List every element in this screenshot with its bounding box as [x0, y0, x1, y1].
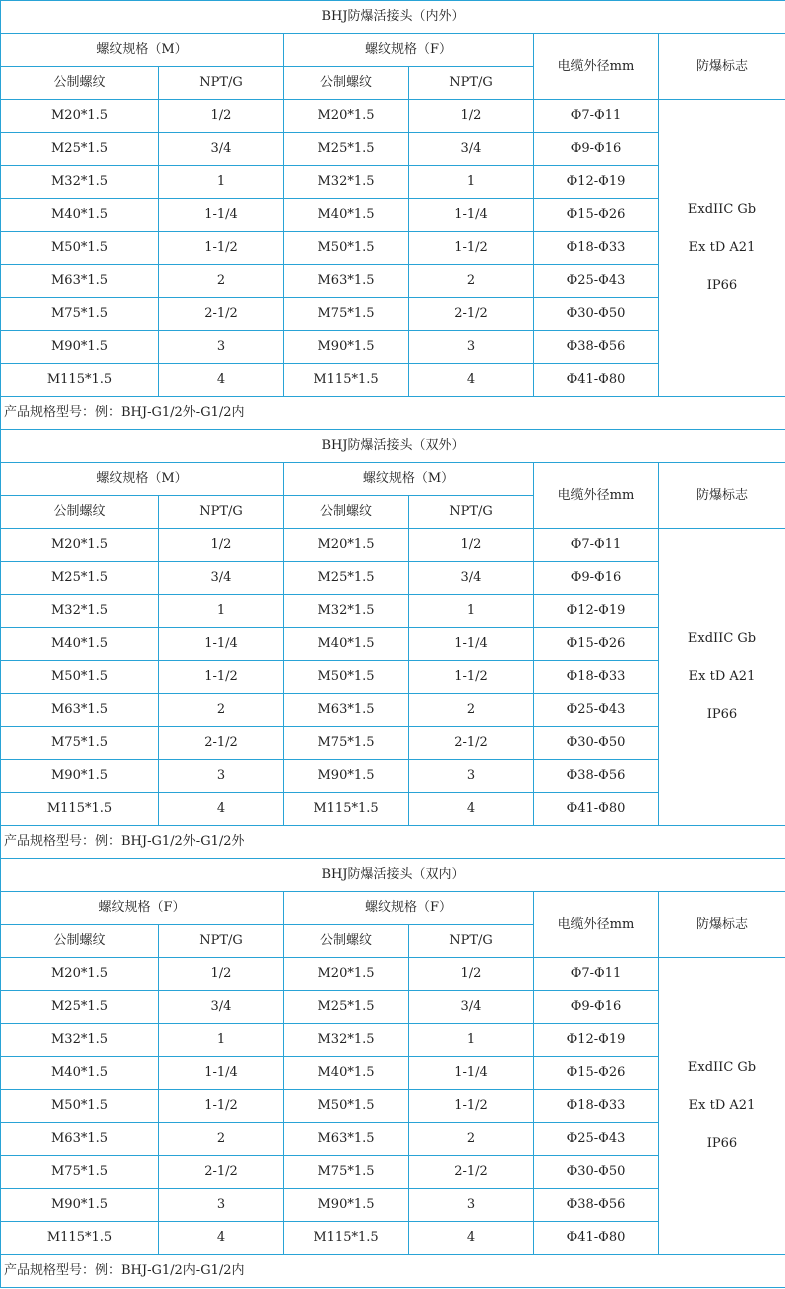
section-title-row — [1, 430, 785, 463]
npt-g-cell: 2-1/2 — [409, 1156, 534, 1189]
metric-thread-cell: M90*1.5 — [284, 1189, 409, 1222]
group-header-left: 螺纹规格（M） — [1, 34, 284, 67]
metric-thread-cell: M25*1.5 — [1, 133, 159, 166]
metric-thread-cell: M63*1.5 — [1, 694, 159, 727]
table-row — [1, 100, 785, 133]
cable-diameter-cell: Φ12-Φ19 — [534, 595, 659, 628]
model-example-note: 产品规格型号：例：BHJ-G1/2内-G1/2内 — [1, 1255, 785, 1288]
npt-g-cell: 3 — [409, 760, 534, 793]
metric-thread-cell: M50*1.5 — [1, 232, 159, 265]
metric-thread-cell: M115*1.5 — [1, 793, 159, 826]
metric-thread-cell: M90*1.5 — [1, 1189, 159, 1222]
group-header-row — [1, 463, 785, 496]
npt-g-cell: 3/4 — [409, 562, 534, 595]
metric-thread-cell: M25*1.5 — [1, 562, 159, 595]
npt-g-cell: 1 — [409, 595, 534, 628]
model-note-row — [1, 1255, 785, 1288]
npt-g-cell: 4 — [159, 793, 284, 826]
npt-g-cell: 1 — [409, 1024, 534, 1057]
metric-thread-header: 公制螺纹 — [284, 496, 409, 529]
cable-diameter-cell: Φ41-Φ80 — [534, 364, 659, 397]
metric-thread-cell: M32*1.5 — [284, 1024, 409, 1057]
cable-diameter-cell: Φ9-Φ16 — [534, 133, 659, 166]
cable-diameter-cell: Φ38-Φ56 — [534, 760, 659, 793]
model-example-note: 产品规格型号：例：BHJ-G1/2外-G1/2内 — [1, 397, 785, 430]
metric-thread-header: 公制螺纹 — [1, 67, 159, 100]
npt-g-cell: 1-1/2 — [159, 232, 284, 265]
cable-diameter-cell: Φ12-Φ19 — [534, 1024, 659, 1057]
npt-g-cell: 2 — [409, 265, 534, 298]
npt-g-cell: 1-1/4 — [409, 199, 534, 232]
npt-g-cell: 1 — [409, 166, 534, 199]
cable-diameter-cell: Φ7-Φ11 — [534, 958, 659, 991]
explosion-mark-header: 防爆标志 — [659, 463, 785, 529]
metric-thread-cell: M20*1.5 — [284, 100, 409, 133]
cable-diameter-cell: Φ25-Φ43 — [534, 1123, 659, 1156]
metric-thread-cell: M115*1.5 — [1, 1222, 159, 1255]
cable-diameter-cell: Φ25-Φ43 — [534, 694, 659, 727]
cable-diameter-cell: Φ30-Φ50 — [534, 1156, 659, 1189]
metric-thread-cell: M75*1.5 — [1, 1156, 159, 1189]
cable-diameter-cell: Φ12-Φ19 — [534, 166, 659, 199]
metric-thread-cell: M25*1.5 — [284, 562, 409, 595]
explosion-mark-line: Ex tD A21 — [688, 240, 756, 255]
npt-g-cell: 2 — [159, 694, 284, 727]
npt-g-cell: 3 — [409, 331, 534, 364]
npt-g-cell: 2-1/2 — [409, 298, 534, 331]
metric-thread-cell: M75*1.5 — [1, 727, 159, 760]
group-header-row — [1, 34, 785, 67]
metric-thread-cell: M50*1.5 — [284, 232, 409, 265]
metric-thread-cell: M40*1.5 — [1, 199, 159, 232]
metric-thread-cell: M115*1.5 — [1, 364, 159, 397]
npt-g-cell: 1-1/4 — [159, 628, 284, 661]
section-title: BHJ防爆活接头（双外） — [1, 430, 785, 463]
model-example-note: 产品规格型号：例：BHJ-G1/2外-G1/2外 — [1, 826, 785, 859]
npt-g-cell: 1/2 — [409, 958, 534, 991]
cable-diameter-cell: Φ18-Φ33 — [534, 232, 659, 265]
npt-g-cell: 1-1/2 — [409, 661, 534, 694]
metric-thread-cell: M115*1.5 — [284, 364, 409, 397]
cable-diameter-cell: Φ25-Φ43 — [534, 265, 659, 298]
npt-g-cell: 1-1/4 — [159, 1057, 284, 1090]
npt-g-cell: 2-1/2 — [159, 298, 284, 331]
cable-diameter-cell: Φ9-Φ16 — [534, 991, 659, 1024]
npt-g-cell: 1-1/2 — [159, 1090, 284, 1123]
npt-g-header: NPT/G — [409, 67, 534, 100]
metric-thread-cell: M20*1.5 — [1, 958, 159, 991]
metric-thread-cell: M63*1.5 — [284, 694, 409, 727]
metric-thread-cell: M50*1.5 — [284, 661, 409, 694]
explosion-mark-line: Ex tD A21 — [688, 1098, 756, 1113]
npt-g-cell: 2 — [409, 1123, 534, 1156]
metric-thread-cell: M115*1.5 — [284, 1222, 409, 1255]
explosion-mark-line: ExdIIC Gb — [687, 631, 757, 646]
npt-g-cell: 3 — [159, 760, 284, 793]
npt-g-cell: 1/2 — [409, 529, 534, 562]
cable-diameter-cell: Φ30-Φ50 — [534, 298, 659, 331]
cable-diameter-cell: Φ9-Φ16 — [534, 562, 659, 595]
npt-g-cell: 3 — [409, 1189, 534, 1222]
npt-g-cell: 2-1/2 — [159, 727, 284, 760]
cable-diameter-header: 电缆外径mm — [534, 463, 659, 529]
group-header-right: 螺纹规格（M） — [284, 463, 534, 496]
explosion-mark-header: 防爆标志 — [659, 34, 785, 100]
metric-thread-cell: M40*1.5 — [1, 1057, 159, 1090]
cable-diameter-cell: Φ7-Φ11 — [534, 529, 659, 562]
npt-g-header: NPT/G — [159, 496, 284, 529]
explosion-mark-line: ExdIIC Gb — [687, 202, 757, 217]
explosion-mark-cell — [659, 958, 785, 1255]
npt-g-cell: 4 — [409, 364, 534, 397]
npt-g-cell: 4 — [409, 793, 534, 826]
npt-g-cell: 3/4 — [159, 133, 284, 166]
explosion-mark-cell — [659, 529, 785, 826]
metric-thread-cell: M50*1.5 — [1, 1090, 159, 1123]
metric-thread-cell: M20*1.5 — [284, 529, 409, 562]
cable-diameter-cell: Φ41-Φ80 — [534, 1222, 659, 1255]
explosion-mark-line: IP66 — [706, 707, 738, 722]
npt-g-cell: 4 — [159, 1222, 284, 1255]
npt-g-cell: 1-1/2 — [409, 232, 534, 265]
cable-diameter-header: 电缆外径mm — [534, 34, 659, 100]
metric-thread-cell: M75*1.5 — [284, 727, 409, 760]
metric-thread-cell: M32*1.5 — [1, 166, 159, 199]
explosion-mark-line: ExdIIC Gb — [687, 1060, 757, 1075]
metric-thread-header: 公制螺纹 — [1, 925, 159, 958]
npt-g-cell: 1-1/4 — [409, 628, 534, 661]
metric-thread-cell: M32*1.5 — [1, 595, 159, 628]
explosion-mark-line: Ex tD A21 — [688, 669, 756, 684]
metric-thread-cell: M32*1.5 — [284, 166, 409, 199]
npt-g-cell: 3/4 — [409, 991, 534, 1024]
metric-thread-cell: M25*1.5 — [1, 991, 159, 1024]
explosion-mark-cell — [659, 100, 785, 397]
metric-thread-cell: M32*1.5 — [1, 1024, 159, 1057]
metric-thread-cell: M75*1.5 — [284, 1156, 409, 1189]
npt-g-cell: 1-1/4 — [409, 1057, 534, 1090]
metric-thread-cell: M90*1.5 — [1, 331, 159, 364]
npt-g-cell: 1/2 — [159, 100, 284, 133]
metric-thread-cell: M75*1.5 — [1, 298, 159, 331]
npt-g-header: NPT/G — [409, 925, 534, 958]
npt-g-cell: 2-1/2 — [409, 727, 534, 760]
table-row — [1, 529, 785, 562]
cable-diameter-cell: Φ7-Φ11 — [534, 100, 659, 133]
npt-g-cell: 3/4 — [159, 991, 284, 1024]
section-title-row — [1, 1, 785, 34]
npt-g-cell: 1 — [159, 1024, 284, 1057]
cable-diameter-cell: Φ18-Φ33 — [534, 1090, 659, 1123]
metric-thread-cell: M25*1.5 — [284, 133, 409, 166]
cable-diameter-cell: Φ38-Φ56 — [534, 1189, 659, 1222]
npt-g-cell: 1/2 — [159, 958, 284, 991]
table-row — [1, 958, 785, 991]
section-title-row — [1, 859, 785, 892]
metric-thread-cell: M40*1.5 — [284, 1057, 409, 1090]
cable-diameter-cell: Φ30-Φ50 — [534, 727, 659, 760]
metric-thread-cell: M90*1.5 — [1, 760, 159, 793]
model-note-row — [1, 826, 785, 859]
group-header-right: 螺纹规格（F） — [284, 34, 534, 67]
npt-g-cell: 2 — [159, 265, 284, 298]
metric-thread-cell: M63*1.5 — [284, 1123, 409, 1156]
metric-thread-header: 公制螺纹 — [284, 67, 409, 100]
section-title: BHJ防爆活接头（双内） — [1, 859, 785, 892]
metric-thread-cell: M90*1.5 — [284, 760, 409, 793]
npt-g-cell: 1 — [159, 595, 284, 628]
npt-g-cell: 3/4 — [159, 562, 284, 595]
metric-thread-cell: M20*1.5 — [1, 100, 159, 133]
section-title: BHJ防爆活接头（内外） — [1, 1, 785, 34]
metric-thread-cell: M63*1.5 — [1, 1123, 159, 1156]
npt-g-cell: 4 — [409, 1222, 534, 1255]
metric-thread-cell: M40*1.5 — [284, 628, 409, 661]
metric-thread-cell: M20*1.5 — [284, 958, 409, 991]
explosion-mark-line: IP66 — [706, 278, 738, 293]
npt-g-cell: 2 — [409, 694, 534, 727]
metric-thread-cell: M50*1.5 — [1, 661, 159, 694]
metric-thread-cell: M25*1.5 — [284, 991, 409, 1024]
metric-thread-header: 公制螺纹 — [1, 496, 159, 529]
explosion-mark-header: 防爆标志 — [659, 892, 785, 958]
npt-g-cell: 3 — [159, 331, 284, 364]
metric-thread-cell: M63*1.5 — [1, 265, 159, 298]
npt-g-cell: 3 — [159, 1189, 284, 1222]
cable-diameter-cell: Φ41-Φ80 — [534, 793, 659, 826]
cable-diameter-header: 电缆外径mm — [534, 892, 659, 958]
cable-diameter-cell: Φ38-Φ56 — [534, 331, 659, 364]
metric-thread-cell: M20*1.5 — [1, 529, 159, 562]
metric-thread-header: 公制螺纹 — [284, 925, 409, 958]
cable-diameter-cell: Φ15-Φ26 — [534, 199, 659, 232]
npt-g-header: NPT/G — [159, 925, 284, 958]
npt-g-cell: 2 — [159, 1123, 284, 1156]
metric-thread-cell: M75*1.5 — [284, 298, 409, 331]
npt-g-header: NPT/G — [159, 67, 284, 100]
npt-g-cell: 1/2 — [409, 100, 534, 133]
group-header-row — [1, 892, 785, 925]
cable-diameter-cell: Φ15-Φ26 — [534, 628, 659, 661]
npt-g-cell: 4 — [159, 364, 284, 397]
metric-thread-cell: M40*1.5 — [284, 199, 409, 232]
metric-thread-cell: M63*1.5 — [284, 265, 409, 298]
group-header-right: 螺纹规格（F） — [284, 892, 534, 925]
group-header-left: 螺纹规格（F） — [1, 892, 284, 925]
metric-thread-cell: M115*1.5 — [284, 793, 409, 826]
metric-thread-cell: M90*1.5 — [284, 331, 409, 364]
model-note-row — [1, 397, 785, 430]
npt-g-header: NPT/G — [409, 496, 534, 529]
npt-g-cell: 1-1/2 — [409, 1090, 534, 1123]
explosion-mark-line: IP66 — [706, 1136, 738, 1151]
npt-g-cell: 1 — [159, 166, 284, 199]
cable-diameter-cell: Φ15-Φ26 — [534, 1057, 659, 1090]
metric-thread-cell: M50*1.5 — [284, 1090, 409, 1123]
npt-g-cell: 1-1/2 — [159, 661, 284, 694]
npt-g-cell: 3/4 — [409, 133, 534, 166]
npt-g-cell: 2-1/2 — [159, 1156, 284, 1189]
npt-g-cell: 1-1/4 — [159, 199, 284, 232]
cable-diameter-cell: Φ18-Φ33 — [534, 661, 659, 694]
group-header-left: 螺纹规格（M） — [1, 463, 284, 496]
metric-thread-cell: M40*1.5 — [1, 628, 159, 661]
metric-thread-cell: M32*1.5 — [284, 595, 409, 628]
npt-g-cell: 1/2 — [159, 529, 284, 562]
